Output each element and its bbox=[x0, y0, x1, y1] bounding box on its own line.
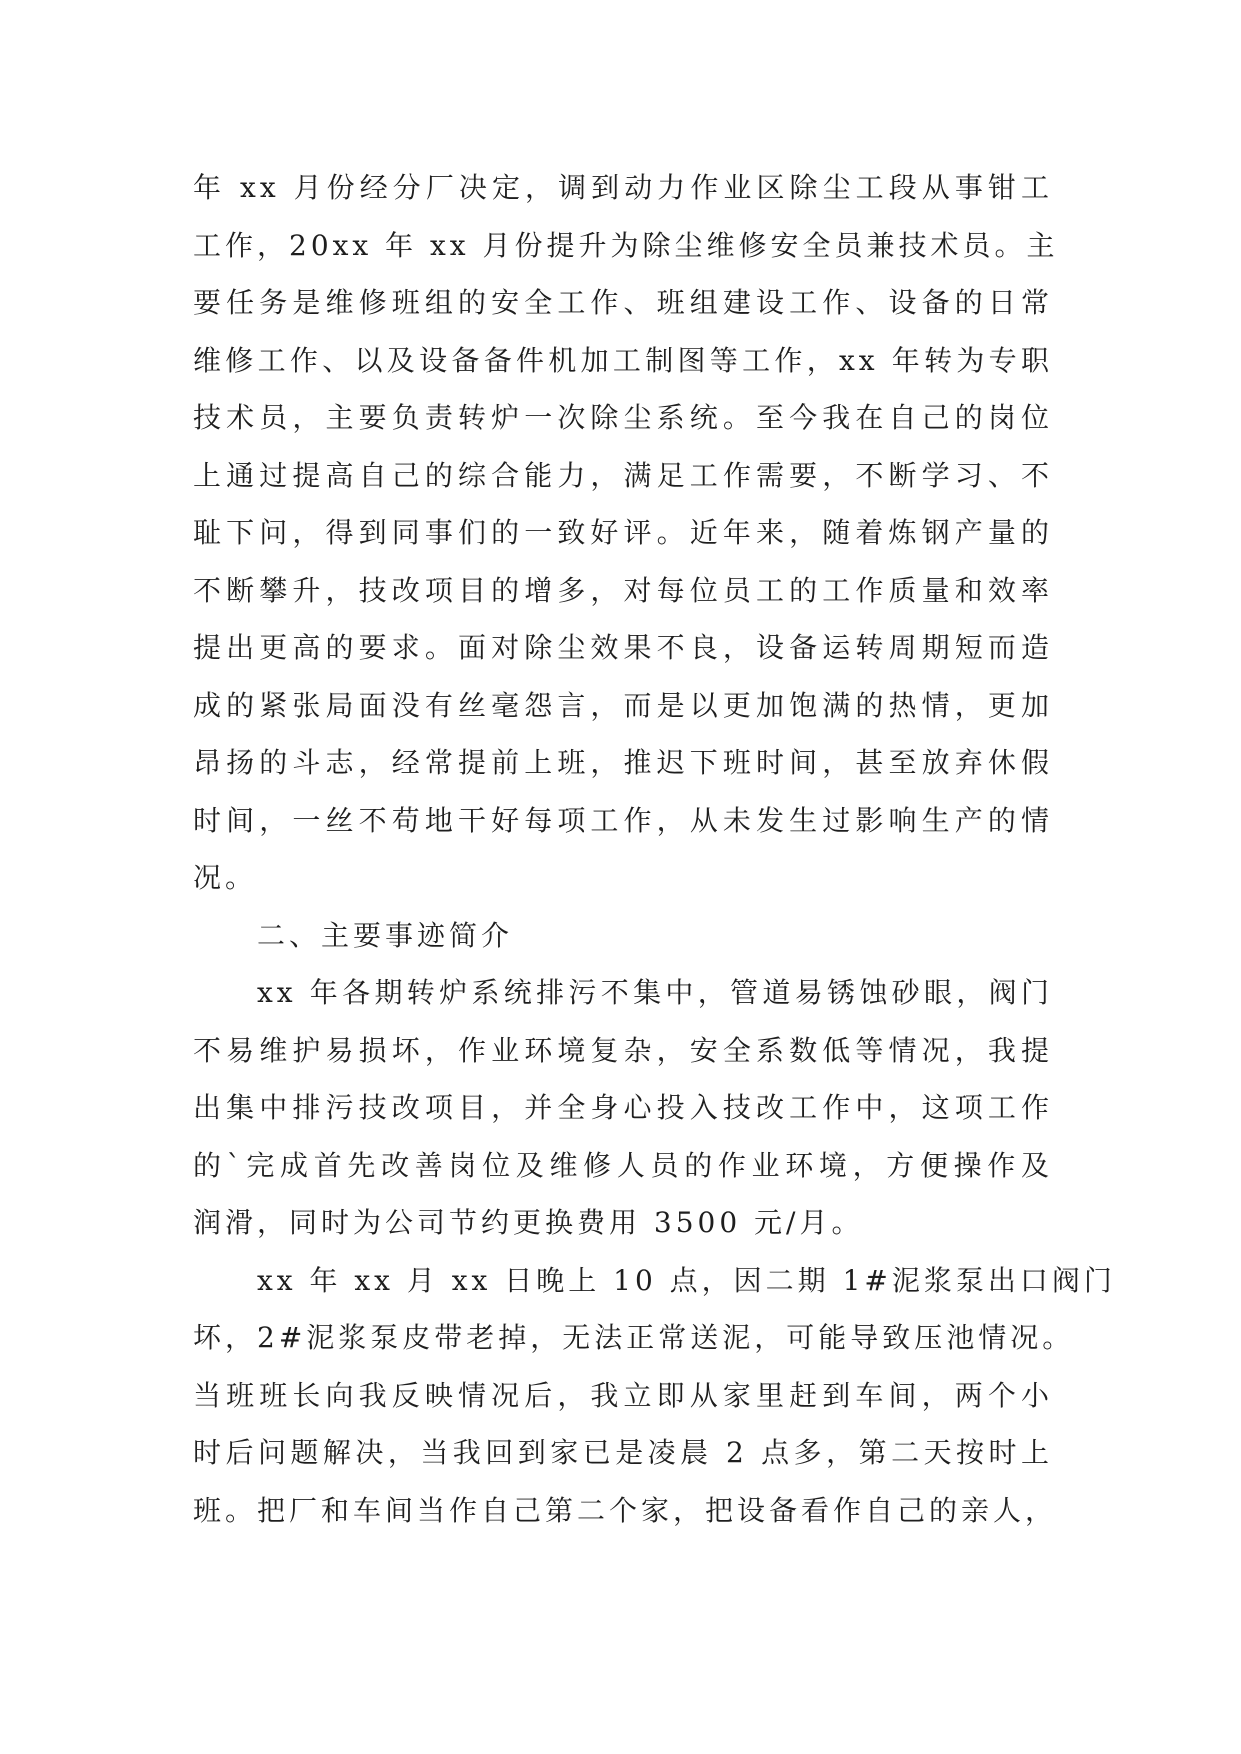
text-line: 上通过提高自己的综合能力，满足工作需要，不断学习、不 bbox=[193, 458, 1053, 492]
text-line: 维修工作、以及设备备件机加工制图等工作，xx 年转为专职 bbox=[193, 343, 1053, 377]
text-line: 要任务是维修班组的安全工作、班组建设工作、设备的日常 bbox=[193, 286, 1053, 319]
text-line: 时间，一丝不苟地干好每项工作，从未发生过影响生产的情 bbox=[193, 803, 1053, 837]
text-line: 不易维护易损坏，作业环境复杂，安全系数低等情况，我提 bbox=[193, 1033, 1053, 1067]
text-line: xx 年 xx 月 xx 日晚上 10 点，因二期 1#泥浆泵出口阀门 bbox=[257, 1263, 1116, 1297]
text-line: 润滑，同时为公司节约更换费用 3500 元/月。 bbox=[193, 1206, 864, 1239]
text-line: 工作，20xx 年 xx 月份提升为除尘维修安全员兼技术员。主 bbox=[193, 228, 1059, 262]
text-line: 不断攀升，技改项目的增多，对每位员工的工作质量和效率 bbox=[193, 573, 1053, 607]
text-line: 当班班长向我反映情况后，我立即从家里赶到车间，两个小 bbox=[193, 1378, 1053, 1412]
text-line: 耻下问，得到同事们的一致好评。近年来，随着炼钢产量的 bbox=[193, 516, 1053, 549]
text-line: 提出更高的要求。面对除尘效果不良，设备运转周期短而造 bbox=[193, 631, 1053, 664]
text-line: 技术员，主要负责转炉一次除尘系统。至今我在自己的岗位 bbox=[193, 401, 1053, 434]
section-heading: 二、主要事迹简介 bbox=[257, 918, 514, 952]
text-line: 况。 bbox=[193, 861, 258, 894]
text-line: 成的紧张局面没有丝毫怨言，而是以更加饱满的热情，更加 bbox=[193, 688, 1053, 722]
text-line: 班。把厂和车间当作自己第二个家，把设备看作自己的亲人， bbox=[193, 1493, 1058, 1527]
text-line: 出集中排污技改项目，并全身心投入技改工作中，这项工作 bbox=[193, 1091, 1053, 1124]
document-body bbox=[193, 159, 1116, 1539]
text-line: 时后问题解决，当我回到家已是凌晨 2 点多，第二天按时上 bbox=[193, 1436, 1053, 1469]
text-line: 年 xx 月份经分厂决定，调到动力作业区除尘工段从事钳工 bbox=[193, 171, 1053, 204]
text-line: 的`完成首先改善岗位及维修人员的作业环境，方便操作及 bbox=[193, 1148, 1053, 1182]
text-line: 坏，2#泥浆泵皮带老掉，无法正常送泥，可能导致压池情况。 bbox=[193, 1321, 1075, 1354]
text-line: xx 年各期转炉系统排污不集中，管道易锈蚀砂眼，阀门 bbox=[257, 976, 1053, 1009]
text-line: 昂扬的斗志，经常提前上班，推迟下班时间，甚至放弃休假 bbox=[193, 746, 1053, 779]
